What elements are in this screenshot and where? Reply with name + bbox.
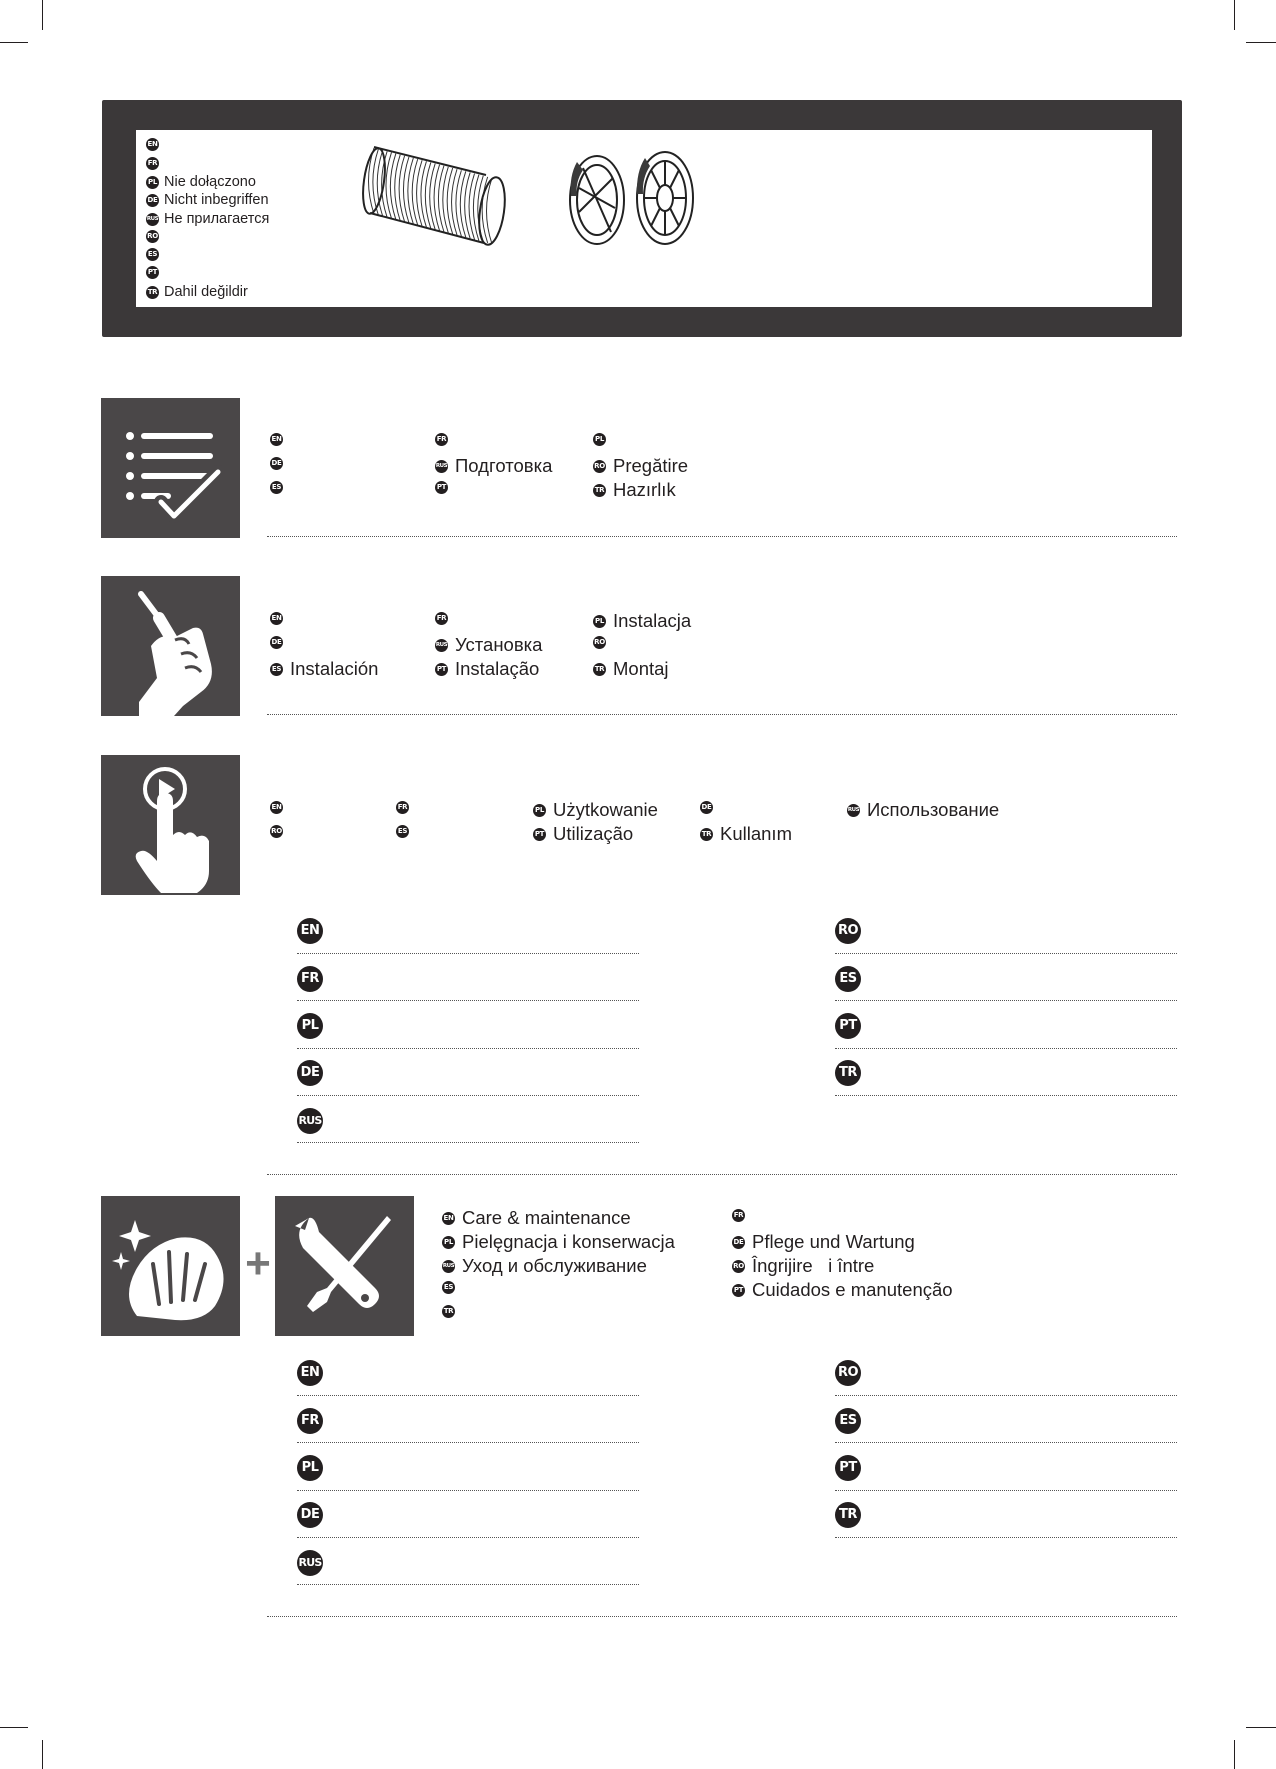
note-line <box>297 1142 639 1143</box>
note-line <box>835 1095 1177 1096</box>
lang-item-pt <box>146 266 164 279</box>
lang-item-en: EN <box>270 433 290 446</box>
lang-badge: EN <box>146 138 159 151</box>
divider <box>267 714 1177 715</box>
touch-play-icon <box>101 755 240 895</box>
lang-item-fr: FR <box>435 612 455 625</box>
divider <box>267 1616 1177 1617</box>
screwdriver-hand-icon <box>101 576 240 716</box>
lang-item-es: ES Instalación <box>271 658 379 679</box>
lang-item-pt: PT Instalação <box>436 658 540 679</box>
lang-item-es <box>146 248 164 261</box>
lang-item-pl: PL Pielęgnacja i konserwacja <box>444 1231 675 1252</box>
lang-item-de: DE <box>270 636 290 649</box>
lang-item-tr: TR <box>442 1305 462 1318</box>
lang-badge-pl: PL <box>297 1013 323 1039</box>
carbon-filter-icon <box>565 148 700 248</box>
lang-item-tr: TR Montaj <box>594 658 669 679</box>
lang-item-fr <box>146 157 164 170</box>
crop-mark <box>42 1740 43 1769</box>
note-line <box>297 1395 639 1396</box>
note-line <box>297 1442 639 1443</box>
lang-badge-pl: PL <box>297 1455 323 1481</box>
lang-item-de: DE <box>700 801 720 814</box>
lang-item-pl: PL Nie dołączono <box>148 174 256 190</box>
divider <box>267 536 1177 537</box>
lang-item-rus: RUS Уход и обслуживание <box>442 1255 647 1276</box>
tools-icon <box>275 1196 414 1336</box>
lang-item-ro <box>146 230 164 243</box>
lang-item-rus: RUS Установка <box>435 634 543 655</box>
lang-badge-pt: PT <box>835 1013 861 1039</box>
lang-item-pt: PT <box>435 481 455 494</box>
lang-item-fr: FR <box>435 433 455 446</box>
note-line <box>835 1490 1177 1491</box>
note-line <box>835 1537 1177 1538</box>
lang-badge-en: EN <box>297 1360 323 1386</box>
lang-badge: PL <box>146 176 159 189</box>
lang-badge: ES <box>146 248 159 261</box>
lang-item-en: EN Care & maintenance <box>443 1207 631 1228</box>
lang-badge: RUS <box>146 213 159 226</box>
note-line <box>835 953 1177 954</box>
lang-item-de: DE Pflege und Wartung <box>733 1231 915 1252</box>
crop-mark <box>1234 1740 1235 1769</box>
lang-badge: DE <box>146 194 159 207</box>
lang-badge-es: ES <box>835 1408 861 1434</box>
lang-badge-pt: PT <box>835 1455 861 1481</box>
lang-badge-de: DE <box>297 1502 323 1528</box>
lang-item-de: DE <box>270 457 290 470</box>
note-line <box>835 1000 1177 1001</box>
note-line <box>297 953 639 954</box>
note-line <box>297 1095 639 1096</box>
lang-item-en <box>146 138 164 151</box>
note-line <box>297 1000 639 1001</box>
lang-badge-rus: RUS <box>297 1550 323 1576</box>
lang-badge-tr: TR <box>835 1502 861 1528</box>
lang-item-pl: PL <box>593 433 613 446</box>
lang-item-tr: TR Kullanım <box>701 823 792 844</box>
note-line <box>297 1584 639 1585</box>
note-line <box>835 1442 1177 1443</box>
flexible-duct-icon <box>360 143 510 248</box>
crop-mark <box>1246 1727 1276 1728</box>
lang-badge-ro: RO <box>835 918 861 944</box>
crop-mark <box>0 1727 28 1728</box>
lang-badge: PT <box>146 266 159 279</box>
lang-badge-fr: FR <box>297 1408 323 1434</box>
lang-item-rus: RUS Использование <box>847 799 1000 820</box>
lang-badge-fr: FR <box>297 966 323 992</box>
lang-badge: TR <box>146 286 159 299</box>
lang-item-pl: PL Instalacja <box>595 610 692 631</box>
divider <box>267 1174 1177 1175</box>
lang-item-ro: RO Pregătire <box>594 455 689 476</box>
lang-item-ro: RO <box>593 636 613 649</box>
lang-item-en: EN <box>270 801 290 814</box>
note-line <box>835 1048 1177 1049</box>
lang-item-rus: RUS Подготовка <box>435 455 553 476</box>
lang-badge: FR <box>146 157 159 170</box>
lang-badge-es: ES <box>835 966 861 992</box>
lang-badge-en: EN <box>297 918 323 944</box>
lang-item-fr: FR <box>732 1209 752 1222</box>
lang-badge: RO <box>146 230 159 243</box>
lang-item-rus: RUS Не прилагается <box>146 211 270 227</box>
checklist-icon <box>101 398 240 538</box>
lang-item-es: ES <box>442 1281 462 1294</box>
plus-icon: + <box>245 1239 271 1288</box>
crop-mark <box>1234 0 1235 30</box>
lang-badge-ro: RO <box>835 1360 861 1386</box>
note-line <box>297 1490 639 1491</box>
cleaning-hand-icon <box>101 1196 240 1336</box>
lang-item-tr: TR Hazırlık <box>594 479 676 500</box>
lang-item-ro: RO <box>270 825 290 838</box>
lang-badge-de: DE <box>297 1060 323 1086</box>
crop-mark <box>0 42 28 43</box>
note-line <box>297 1048 639 1049</box>
lang-item-pt: PT Utilização <box>534 823 634 844</box>
lang-item-ro: RO Îngrijire i între <box>733 1255 875 1276</box>
lang-badge-rus: RUS <box>297 1108 323 1134</box>
crop-mark <box>1246 42 1276 43</box>
crop-mark <box>42 0 43 30</box>
lang-item-tr: TR Dahil değildir <box>147 284 248 300</box>
lang-item-es: ES <box>270 481 290 494</box>
note-line <box>297 1537 639 1538</box>
lang-item-pl: PL Użytkowanie <box>535 799 658 820</box>
note-line <box>835 1395 1177 1396</box>
lang-item-es: ES <box>396 825 416 838</box>
lang-item-de: DE Nicht inbegriffen <box>147 192 269 208</box>
lang-item-pt: PT Cuidados e manutenção <box>733 1279 953 1300</box>
lang-badge-tr: TR <box>835 1060 861 1086</box>
lang-item-fr: FR <box>396 801 416 814</box>
lang-item-en: EN <box>270 612 290 625</box>
